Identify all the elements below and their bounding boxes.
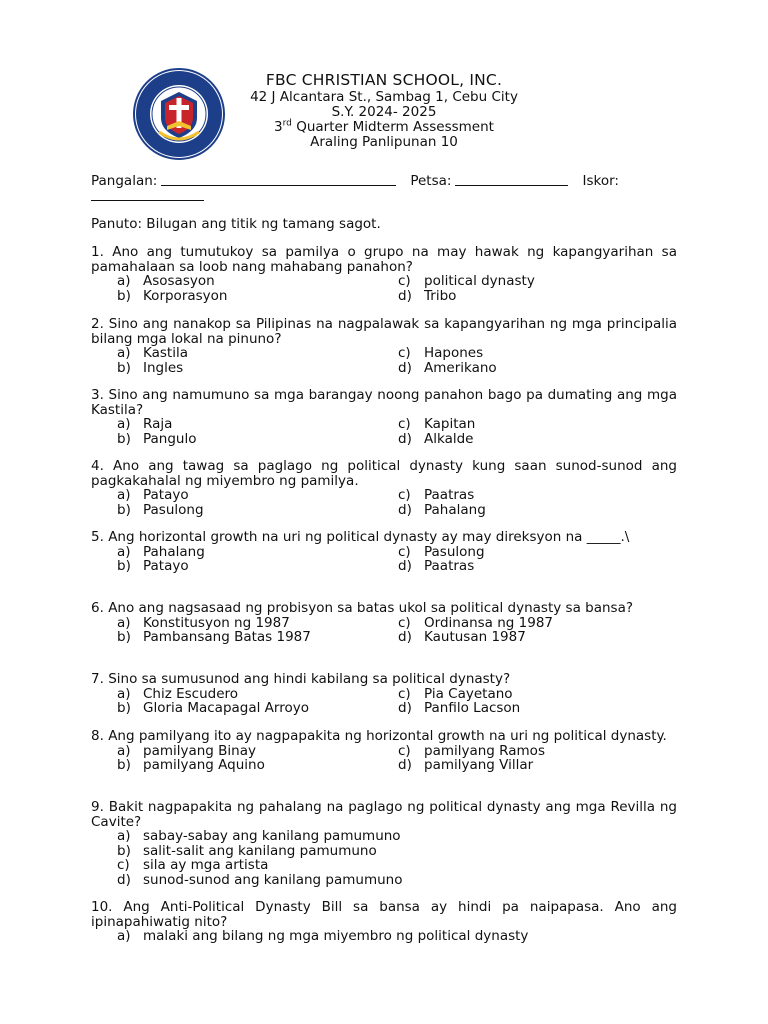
option-c[interactable]: c) Kapitan [398, 416, 476, 432]
question-4 [91, 459, 677, 517]
question-stem: 5. Ang horizontal growth na uri ng political dynasty ay may direksyon na _____.\ [91, 529, 630, 545]
question-stem: 9. Bakit nagpapakita ng pahalang na paglago ng political dynasty ang mga Revilla ng Cavite? [91, 799, 677, 830]
options-list [91, 829, 677, 887]
school-address: 42 J Alcantara St., Sambag 1, Cebu City [250, 89, 518, 105]
name-blank[interactable] [161, 174, 396, 186]
date-blank[interactable] [455, 174, 568, 186]
question-2 [91, 317, 677, 375]
option-b[interactable]: b) Patayo [117, 558, 189, 574]
option-b[interactable]: b) Pangulo [117, 430, 197, 447]
option-a[interactable]: a) pamilyang Binay [117, 742, 257, 759]
option-b[interactable]: b) Pambansang Batas 1987 [117, 629, 311, 645]
question-stem: 10. Ang Anti-Political Dynasty Bill sa bansa ay hindi pa naipapasa. Ano ang ipinapahiwatig nito? [91, 899, 677, 930]
option-d[interactable]: d) Kautusan 1987 [398, 629, 526, 645]
question-10 [91, 900, 677, 944]
question-8 [91, 729, 677, 773]
school-name: FBC CHRISTIAN SCHOOL, INC. [265, 71, 503, 89]
option-c[interactable]: c) Hapones [398, 345, 484, 361]
option-d[interactable]: d) Amerikano [398, 359, 497, 376]
question-3 [91, 388, 677, 446]
exam-title: 3rd Quarter Midterm Assessment [274, 118, 494, 135]
options-grid [91, 687, 677, 716]
option-d[interactable]: d) Tribo [398, 287, 457, 304]
option-b[interactable]: b) salit-salit ang kanilang pamumuno [117, 842, 377, 859]
option-a[interactable]: a) Pahalang [117, 543, 205, 560]
option-d[interactable]: d) Alkalde [398, 430, 474, 447]
option-a[interactable]: a) malaki ang bilang ng mga miyembro ng political dynasty [117, 928, 529, 944]
document-header [180, 70, 588, 150]
option-a[interactable]: a) Asosasyon [117, 273, 215, 289]
option-a[interactable]: a) Konstitusyon ng 1987 [117, 614, 290, 631]
question-5 [91, 530, 677, 574]
question-stem: 3. Sino ang namumuno sa mga barangay noong panahon bago pa dumating ang mga Kastila? [91, 387, 677, 418]
question-stem: 4. Ano ang tawag sa paglago ng political dynasty kung saan sunod-sunod ang pagkakahalal ng miyembro ng pamilya. [91, 458, 677, 489]
option-c[interactable]: c) Pasulong [398, 543, 485, 560]
date-label: Petsa: [410, 173, 452, 189]
question-9 [91, 800, 677, 887]
name-label: Pangalan: [91, 173, 158, 189]
option-d[interactable]: d) Pahalang [398, 501, 486, 518]
option-b[interactable]: b) pamilyang Aquino [117, 757, 265, 773]
options-grid [91, 417, 677, 446]
directions: Panuto: Bilugan ang titik ng tamang sagot. [91, 216, 381, 232]
question-stem: 1. Ano ang tumutukoy sa pamilya o grupo na may hawak ng kapangyarihan sa pamahalaan sa loob nang mahabang panahon? [91, 244, 677, 275]
option-b[interactable]: b) Ingles [117, 359, 184, 376]
option-b[interactable]: b) Gloria Macapagal Arroyo [117, 700, 309, 716]
option-d[interactable]: d) Paatras [398, 558, 475, 574]
option-c[interactable]: c) Paatras [398, 487, 475, 503]
option-c[interactable]: c) Ordinansa ng 1987 [398, 614, 554, 631]
option-d[interactable]: d) Panfilo Lacson [398, 700, 521, 716]
question-stem: 7. Sino sa sumusunod ang hindi kabilang sa political dynasty? [91, 671, 511, 687]
question-6 [91, 601, 677, 645]
option-b[interactable]: b) Pasulong [117, 501, 204, 518]
options-grid [91, 274, 677, 303]
option-a[interactable]: a) Kastila [117, 345, 188, 361]
question-1 [91, 245, 677, 303]
score-blank[interactable] [91, 189, 204, 201]
options-list [91, 929, 677, 944]
question-stem: 8. Ang pamilyang ito ay nagpapakita ng horizontal growth na uri ng political dynasty. [91, 728, 667, 744]
option-a[interactable]: a) Patayo [117, 487, 189, 503]
school-year: S.Y. 2024- 2025 [331, 104, 437, 120]
options-grid [91, 744, 677, 773]
score-label: Iskor: [582, 173, 619, 189]
question-stem: 2. Sino ang nanakop sa Pilipinas na nagpalawak sa kapangyarihan ng mga principalia bilang mga lokal na pinuno? [91, 316, 678, 347]
option-a[interactable]: a) Raja [117, 416, 173, 432]
options-grid [91, 346, 677, 375]
options-grid [91, 545, 677, 574]
question-stem: 6. Ano ang nagsasaad ng probisyon sa batas ukol sa political dynasty sa bansa? [91, 600, 634, 616]
option-c[interactable]: c) pamilyang Ramos [398, 742, 545, 759]
option-c[interactable]: c) political dynasty [398, 273, 535, 289]
question-7 [91, 672, 677, 716]
subject-title: Araling Panlipunan 10 [310, 134, 458, 150]
option-d[interactable]: d) pamilyang Villar [398, 757, 534, 773]
option-b[interactable]: b) Korporasyon [117, 287, 228, 304]
option-c[interactable]: c) sila ay mga artista [117, 857, 269, 873]
option-c[interactable]: c) Pia Cayetano [398, 685, 513, 702]
options-grid [91, 616, 677, 645]
option-a[interactable]: a) Chiz Escudero [117, 685, 239, 702]
options-grid [91, 488, 677, 517]
student-info-line [91, 174, 677, 205]
option-a[interactable]: a) sabay-sabay ang kanilang pamumuno [117, 828, 401, 844]
option-d[interactable]: d) sunod-sunod ang kanilang pamumuno [117, 871, 403, 888]
